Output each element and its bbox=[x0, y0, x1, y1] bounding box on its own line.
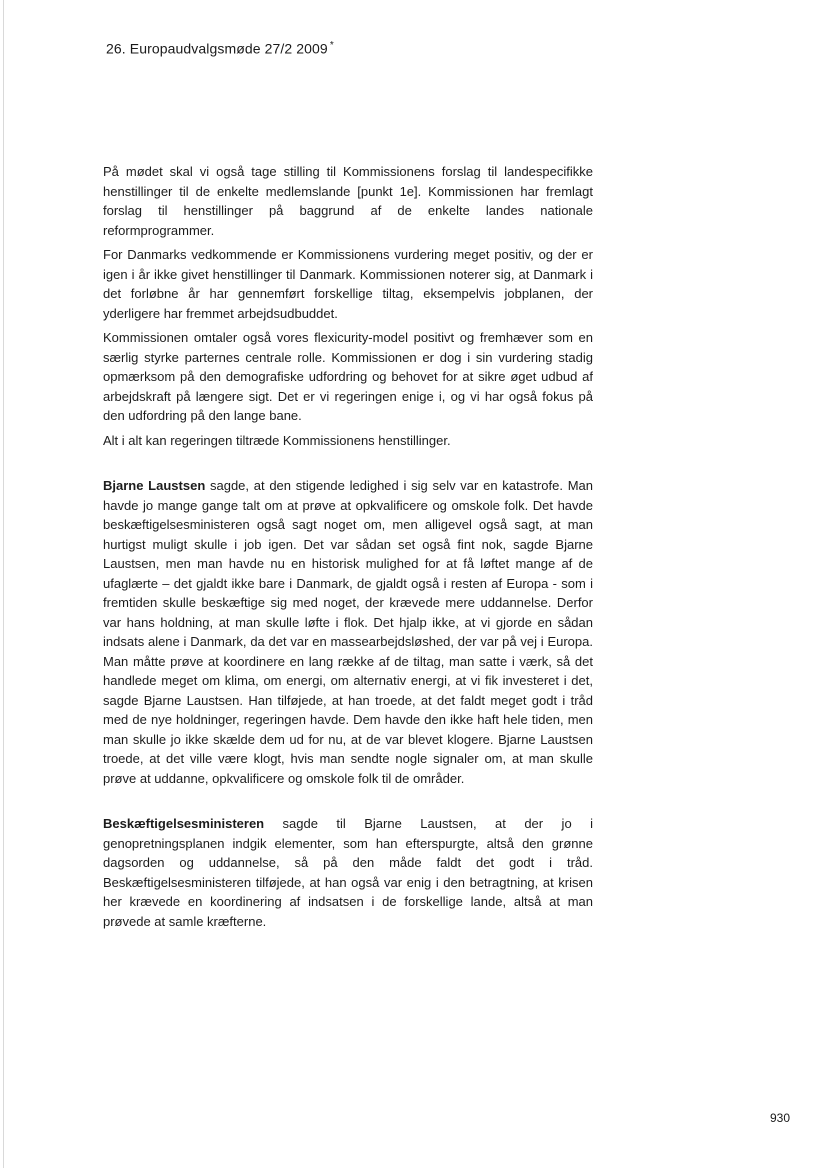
paragraph-text: sagde, at den stigende ledighed i sig selv var en katastrofe. Man havde jo mange gange talt om at prøve at opkvalificere og omskole folk. Det havde beskæftigelsesministeren også sagt noget om, men alligevel også sagt, at man hurtigst muligt skulle i job igen. Det var sådan set også fint nok, sagde Bjarne Laustsen, men man havde nu en historisk mulighed for at få løftet mange af de ufaglærte – det gjaldt ikke bare i Danmark, de gjaldt også i resten af Europa - som i fremtiden skulle beskæftige sig med noget, der krævede mere uddannelse. Derfor var hans holdning, at man skulle løfte i flok. Det hjalp ikke, at vi gjorde en sådan indsats alene i Danmark, da det var en massearbejdsløshed, der var på vej i Europa. Man måtte prøve at koordinere en lang række af de tiltag, man satte i værk, så det handlede meget om klima, om energi, om alternativ energi, at vi fik investeret i det, sagde Bjarne Laustsen. Han tilføjede, at han troede, at det faldt meget godt i tråd med de nye holdninger, regeringen havde. Dem havde den ikke haft hele tiden, men man skulle jo ikke skælde dem ud for nu, at de var blevet klogere. Bjarne Laustsen troede, at det ville være klogt, hvis man sendte nogle signaler om, at man skulle prøve at uddanne, opkvalificere og omskole folk til de områder. bbox=[103, 478, 593, 786]
paragraph-text: Alt i alt kan regeringen tiltræde Kommissionens henstillinger. bbox=[103, 432, 451, 448]
paragraph-text: Kommissionen omtaler også vores flexicurity-model positivt og fremhæver som en særlig styrke parternes centrale rolle. Kommissionen er dog i sin vurdering stadig opmærksom på den demografiske udfordring og behovet for at sikre øget udbud af arbejdskraft på længere sigt. Det er vi regeringen enige i, og vi har også fokus på den udfordring på den lange bane. bbox=[103, 330, 593, 423]
paragraph-text: For Danmarks vedkommende er Kommissionens vurdering meget positiv, og der er igen i år ikke givet henstillinger til Danmark. Kommissionen noterer sig, at Danmark i det forløbne år har gennemført forskellige tiltag, eksempelvis jobplanen, der yderligere har fremmet arbejdsudbuddet. bbox=[103, 247, 593, 321]
page-header-title: 26. Europaudvalgsmøde 27/2 2009 bbox=[106, 40, 328, 57]
paragraph-speaker-laustsen bbox=[103, 476, 593, 788]
speaker-name: Beskæftigelsesministeren bbox=[103, 816, 265, 831]
paragraph-text: På mødet skal vi også tage stilling til Kommissionens forslag til landespecifikke henstillinger til de enkelte medlemslande [punkt 1e]. Kommissionen har fremlagt forslag til henstillinger på baggrund af de enkelte landes nationale reformprogrammer. bbox=[103, 164, 593, 238]
document-body bbox=[103, 162, 593, 931]
paragraph-text: sagde til Bjarne Laustsen, at der jo i genopretningsplanen indgik elementer, som han efterspurgte, altså den grønne dagsorden og uddannelse, så på den måde faldt det godt i tråd. Beskæftigelsesministeren tilføjede, at han også var enig i den betragtning, at krisen her krævede en koordinering af indsatsen i de forskellige lande, altså at man prøvede at samle kræfterne. bbox=[103, 816, 593, 929]
paragraph-statement-2 bbox=[103, 245, 593, 323]
paragraph-statement-4 bbox=[103, 431, 593, 451]
page-header bbox=[106, 40, 334, 57]
speaker-name: Bjarne Laustsen bbox=[103, 478, 206, 493]
paragraph-statement-3 bbox=[103, 328, 593, 426]
page-header-mark: * bbox=[329, 40, 334, 51]
page-number: 930 bbox=[769, 1111, 790, 1125]
scan-edge-line bbox=[3, 0, 4, 1168]
paragraph-speaker-minister bbox=[103, 814, 593, 931]
paragraph-statement-1 bbox=[103, 162, 593, 240]
